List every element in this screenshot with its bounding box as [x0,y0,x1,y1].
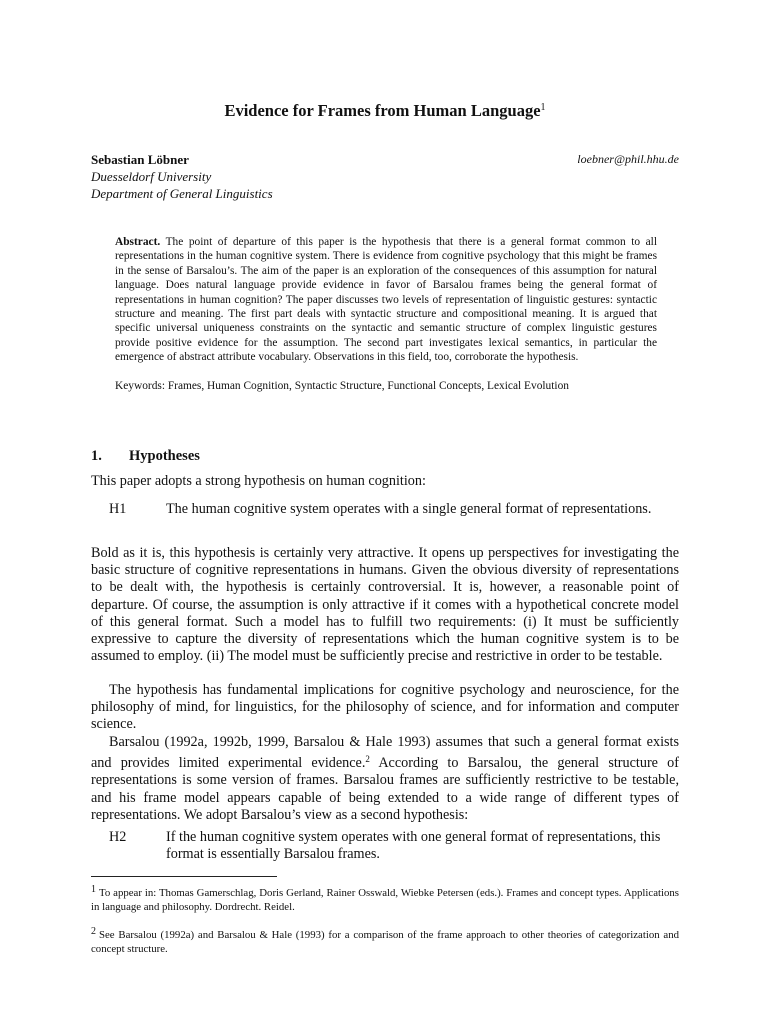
abstract-text: The point of departure of this paper is the hypothesis that there is a general format common to all representations in the human cognitive system. There is evidence from cognitive psychology that this might be frames in the sense of Barsalou’s. The aim of the paper is an exploration of the consequences of this assumption for natural language. Does natural language provide evidence in favor of Barsalou frames being the general format of representations in human cognition? The paper discusses two levels of representation of linguistic gestures: syntactic structure and meaning. The first part deals with syntactic structure and compositional meaning. It is argued that specific universal uniqueness constraints on the syntactic and semantic structure of complex linguistic gestures provide positive evidence for the assumption. The second part investigates lexical semantics, in particular the emergence of abstract attribute vocabulary. Observations in this field, too, corroborate the hypothesis. [115,236,657,364]
footnote-2-text: See Barsalou (1992a) and Barsalou & Hale (1993) for a comparison of the frame approach to other theories of categorization and concept structure. [91,929,679,955]
footnote-1-text: To appear in: Thomas Gamerschlag, Doris Gerland, Rainer Osswald, Wiebke Petersen (eds.). Frames and concept types. Applications in language and philosophy. Dordrecht. Reidel. [91,887,679,913]
paragraph-implications: The hypothesis has fundamental implications for cognitive psychology and neuroscience, for the philosophy of mind, for linguistics, for the philosophy of science, and for information and computer science. [91,682,679,733]
abstract-label: Abstract. [115,236,161,248]
footnote-1-mark: 1 [91,884,96,895]
hypothesis-h1-text: The human cognitive system operates with a single general format of representations. [166,501,652,517]
paragraph-barsalou-part-b: According to Barsalou, the general structure of representations is some version of frames. Barsalou frames are sufficiently restrictive to be testable, and his frame model appears capable of being extended to a wide range of different types of representations. We adopt Barsalou’s view as a second hypothesis: [91,755,679,823]
footnote-2-mark: 2 [91,926,96,937]
keywords: Keywords: Frames, Human Cognition, Syntactic Structure, Functional Concepts, Lexical Evolution [115,380,569,392]
paragraph-barsalou-part-a: Barsalou (1992a, 1992b, 1999, Barsalou & Hale 1993) assumes that such a general format exists and provides limited experimental evidence. [91,734,679,772]
footnote-ref-2: 2 [365,754,370,765]
author-university: Duesseldorf University [91,169,212,184]
abstract [115,235,657,365]
author-block [91,151,679,202]
footnote-2 [91,925,679,956]
intro-paragraph: This paper adopts a strong hypothesis on human cognition: [91,473,426,489]
author-name: Sebastian Löbner [91,152,189,167]
paragraph-bold: Bold as it is, this hypothesis is certainly very attractive. It opens up perspectives for investigating the basic structure of cognitive representations in humans. Given the obvious diversity of representations to be dealt with, the hypothesis is certainly controversial. It is, however, a reasonable point of departure. Of course, the assumption is only attractive if it comes with a hypothetical concrete model of this general format. Such a model has to fulfill two requirements: (i) It must be sufficiently expressive to capture the diversity of representations which the human cognitive system is to be assumed to employ. (ii) The model must be sufficiently precise and restrictive in order to be testable. [91,545,679,665]
paper-title [91,101,679,121]
section-title: Hypotheses [129,448,200,464]
hypothesis-h2 [109,829,669,863]
author-department: Department of General Linguistics [91,186,273,201]
hypothesis-h2-label: H2 [109,829,127,845]
author-email: loebner@phil.hhu.de [577,152,679,166]
paper-title-text: Evidence for Frames from Human Language [224,101,541,120]
hypothesis-h2-text: If the human cognitive system operates with one general format of representations, this format is essentially Barsalou frames. [166,829,661,863]
paragraph-barsalou [91,734,679,824]
title-footnote-mark: 1 [540,102,546,113]
section-heading [91,448,200,465]
hypothesis-h1 [109,501,669,518]
footnote-divider [91,876,277,877]
section-number: 1. [91,448,102,464]
hypothesis-h1-label: H1 [109,501,127,517]
footnote-1 [91,883,679,914]
